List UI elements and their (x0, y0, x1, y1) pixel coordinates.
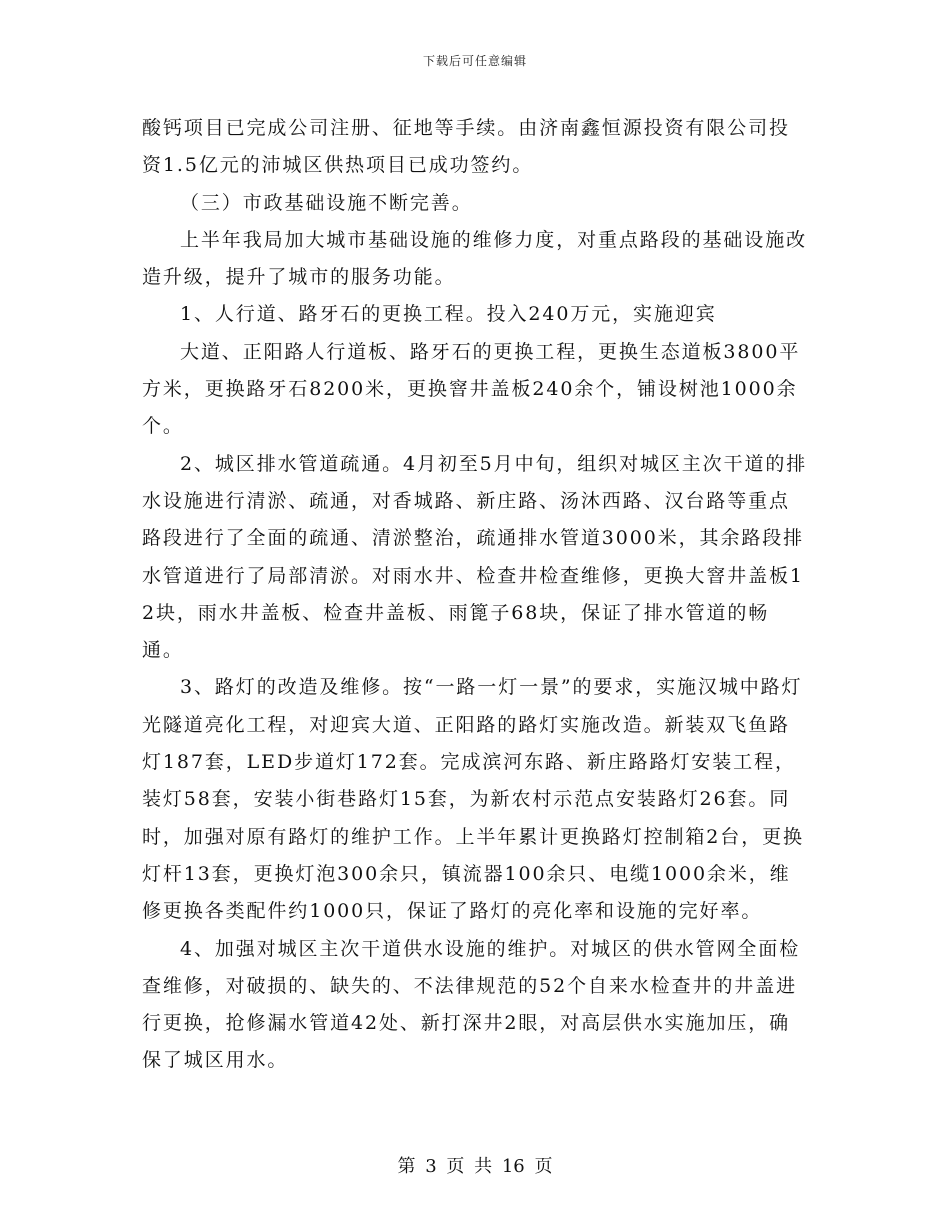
paragraph-item-1-title: 1、人行道、路牙石的更换工程。投入240万元，实施迎宾 (180, 303, 717, 326)
paragraph-item-4: 4、加强对城区主次干道供水设施的维护。对城区的供水管网全面检查维修，对破损的、缺失的、不法律规范的52个自来水检查井的井盖进行更换，抢修漏水管道42处、新打深井2眼，对高层供水实施加压，确保了城区用水。 (142, 937, 801, 1072)
paragraph-intro: 上半年我局加大城市基础设施的维修力度，对重点路段的基础设施改造升级，提升了城市的服务功能。 (142, 228, 808, 289)
paragraph-item-2: 2、城区排水管道疏通。4月初至5月中旬，组织对城区主次干道的排水设施进行清淤、疏通，对香城路、新庄路、汤沐西路、汉台路等重点路段进行了全面的疏通、清淤整治，疏通排水管道3000米，其余路段排水管道进行了局部清淤。对雨水井、检查井检查维修，更换大窨井盖板12块，雨水井盖板、检查井盖板、雨篦子68块，保证了排水管道的畅通。 (142, 452, 808, 662)
paragraph-item-3: 3、路灯的改造及维修。按“一路一灯一景”的要求，实施汉城中路灯光隧道亮化工程，对迎宾大道、正阳路的路灯实施改造。新装双飞鱼路灯187套，LED步道灯172套。完成滨河东路、新庄路路灯安装工程，装灯58套，安装小街巷路灯15套，为新农村示范点安装路灯26套。同时，加强对原有路灯的维护工作。上半年累计更换路灯控制箱2台，更换灯杆13套，更换灯泡300余只，镇流器100余只、电缆1000余米，维修更换各类配件约1000只，保证了路灯的亮化率和设施的完好率。 (142, 676, 804, 923)
section-heading: （三）市政基础设施不断完善。 (180, 191, 473, 214)
paragraph-continuation: 酸钙项目已完成公司注册、征地等手续。由济南鑫恒源投资有限公司投资1.5亿元的沛城区供热项目已成功签约。 (142, 117, 790, 177)
page-number: 第 3 页 共 16 页 (397, 1156, 553, 1177)
page-header: 下载后可任意编辑 (422, 54, 527, 68)
paragraph-item-1-body: 大道、正阳路人行道板、路牙石的更换工程，更换生态道板3800平方米，更换路牙石8200米，更换窨井盖板240余个，铺设树池1000余个。 (142, 340, 801, 438)
document-body (142, 110, 808, 1080)
